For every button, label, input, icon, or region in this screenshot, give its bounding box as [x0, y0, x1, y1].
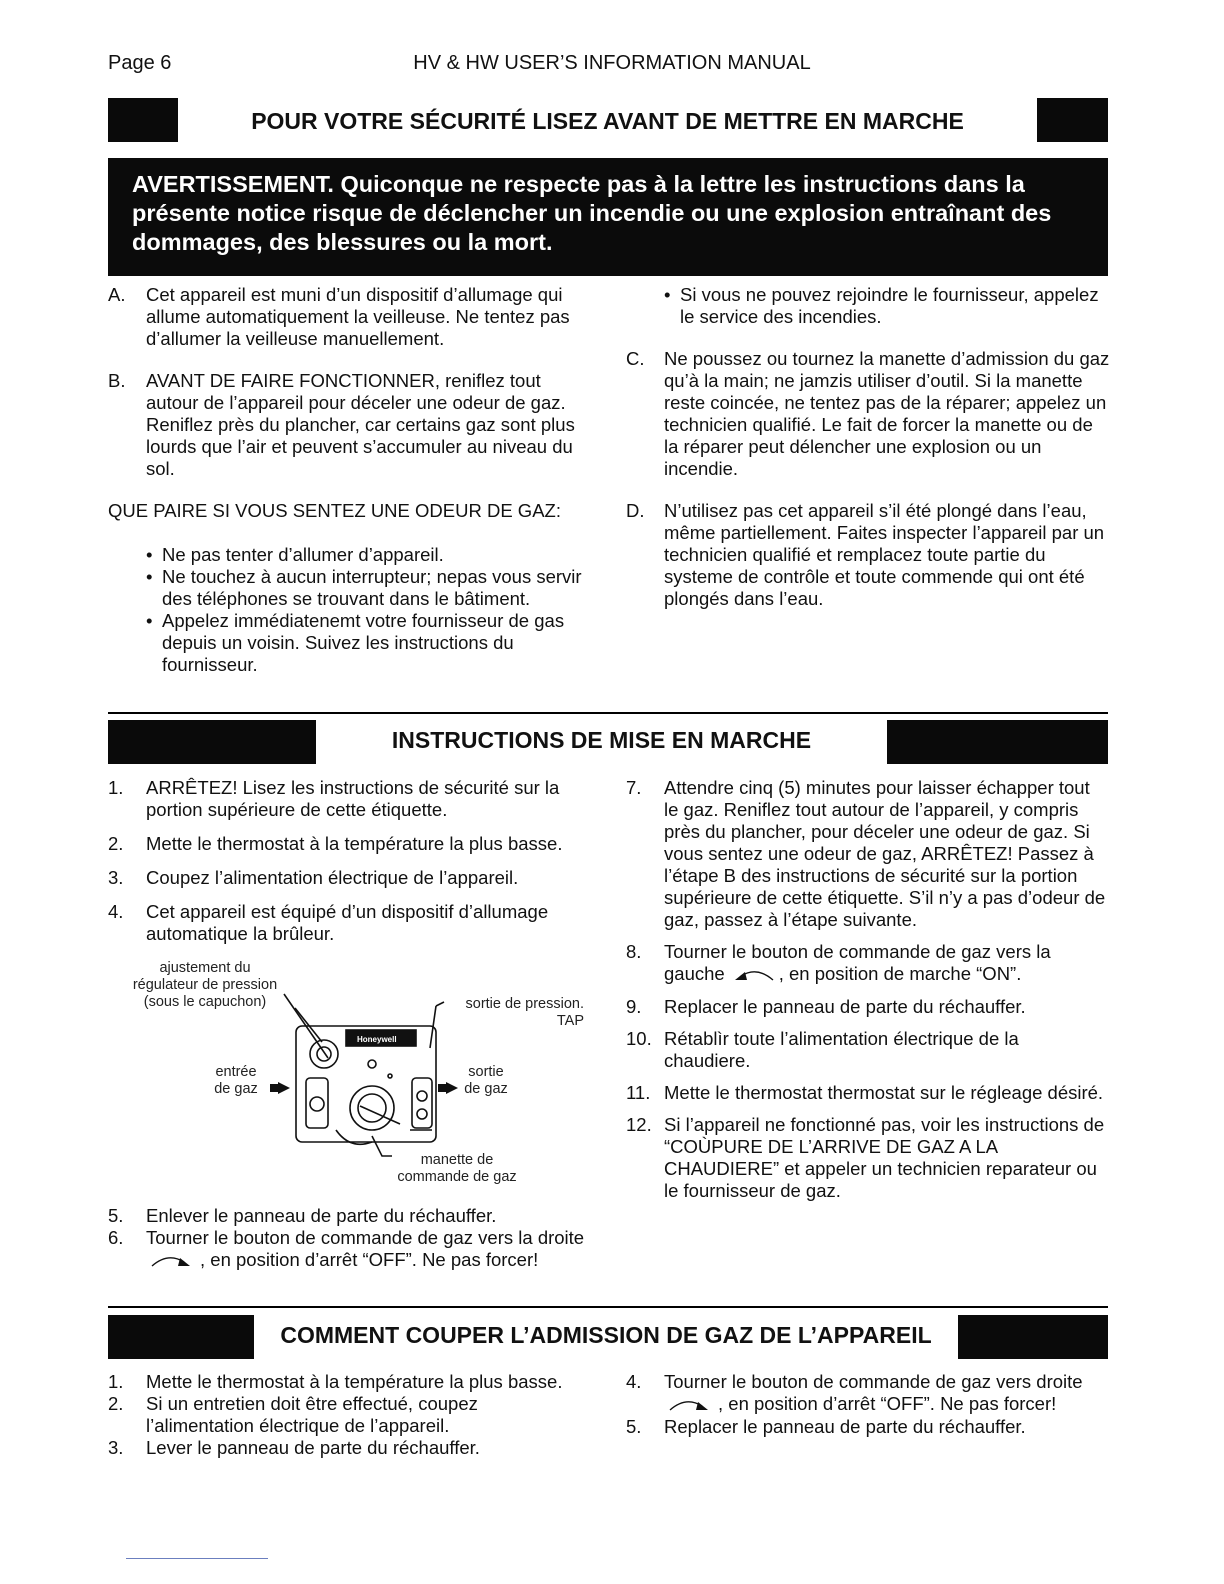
- clockwise-arrow-icon: [150, 1250, 196, 1272]
- footer-line: [126, 1558, 268, 1559]
- clockwise-arrow-icon: [668, 1394, 714, 1416]
- gas-odor-bullets: [108, 544, 590, 676]
- title-block-right: [958, 1315, 1108, 1359]
- bullet-item: • Ne touchez à aucun interrupteur; nepas vous servir des téléphones se trouvant dans le bâtiment.: [146, 566, 582, 609]
- gas-valve-drawing: [110, 958, 590, 1194]
- startup-left-column: [108, 777, 590, 945]
- step-item: 6. Tourner le bouton de commande de gaz vers la droite, en position d’arrêt “OFF”. Ne pas forcer!: [108, 1227, 585, 1270]
- step-item: 3. Coupez l’alimentation électrique de l’appareil.: [108, 867, 519, 888]
- shutoff-left-column: [108, 1371, 590, 1459]
- step-item: 5. Replacer le panneau de parte du réchauffer.: [626, 1416, 1026, 1437]
- gas-valve-diagram: [110, 958, 590, 1194]
- bullet-item: • Ne pas tenter d’allumer d’appareil.: [146, 544, 444, 565]
- step-item: 5. Enlever le panneau de parte du réchauffer.: [108, 1205, 497, 1226]
- shutoff-title: COMMENT COUPER L’ADMISSION DE GAZ DE L’APPAREIL: [280, 1322, 932, 1348]
- section-divider: [108, 1306, 1108, 1308]
- item-text: N’utilisez pas cet appareil s’il été plongé dans l’eau, même partiellement. Faites inspecter l’appareil par un technicien qualifié et remplacez toute partie du systeme de contrôle et toute commende qui ont été plongés dans l’eau.: [664, 500, 1105, 609]
- title-block-left: [108, 1315, 254, 1359]
- manual-title: HV & HW USER’S INFORMATION MANUAL: [413, 52, 811, 74]
- step-item: 8. Tourner le bouton de commande de gaz vers la gauche , en position de marche “ON”.: [626, 941, 1051, 984]
- title-block-left: [108, 720, 316, 764]
- item-text: AVANT DE FAIRE FONCTIONNER, reniflez tout autour de l’appareil pour déceler une odeur de gaz. Reniflez près du plancher, car certains gaz sont plus lourds que l’air et peuvent s’accumuler au niveau du sol.: [146, 370, 575, 479]
- step-item: 4. Tourner le bouton de commande de gaz vers droite, en position d’arrêt “OFF”. Ne pas forcer!: [626, 1371, 1083, 1414]
- counterclockwise-arrow-icon: [729, 964, 775, 986]
- item-marker: D.: [626, 500, 645, 521]
- bullet-item: • Appelez immédiatenemt votre fournisseur de gas depuis un voisin. Suivez les instructions du fournisseur.: [146, 610, 565, 675]
- step-item: 3. Lever le panneau de parte du réchauffer.: [108, 1437, 480, 1458]
- label-outlet: sortie de gaz: [464, 1064, 508, 1097]
- safety-item-a: [108, 284, 590, 350]
- step-item: 1. Mette le thermostat à la température la plus basse.: [108, 1371, 563, 1392]
- title-block-right: [887, 720, 1108, 764]
- label-inlet: entrée de gaz: [214, 1064, 258, 1097]
- step-item: 9. Replacer le panneau de parte du réchauffer.: [626, 996, 1026, 1017]
- section-divider: [108, 712, 1108, 714]
- item-text: Ne poussez ou tournez la manette d’admission du gaz qu’à la main; ne jamzis utiliser d’outil. Si la manette reste coincée, ne tentez pas de la réparer; appelez un technicien qualifié. Le fait de forcer la manette ou de la réparer peut délencher une explosion ou un incendie.: [664, 348, 1110, 479]
- step-item: 12. Si l’appareil ne fonctionné pas, voir les instructions de “COÙPURE DE L’ARRIVE DE GAZ A LA CHAUDIERE” et appeler un technicien reparateur ou le fournisseur de gaz.: [626, 1114, 1105, 1201]
- warning-banner: AVERTISSEMENT. Quiconque ne respecte pas à la lettre les instructions dans la présente notice risque de déclencher un incendie ou une explosion entraînant des dommages, des blessures ou la mort.: [108, 158, 1108, 276]
- title-block-right: [1037, 98, 1108, 142]
- step-item: 2. Si un entretien doit être effectué, coupez l’alimentation électrique de l’appareil.: [108, 1393, 478, 1436]
- safety-title: POUR VOTRE SÉCURITÉ LISEZ AVANT DE METTRE EN MARCHE: [251, 108, 964, 134]
- page-number: Page 6: [108, 52, 172, 74]
- step-item: 2. Mette le thermostat à la température la plus basse.: [108, 833, 563, 854]
- label-knob: manette de commande de gaz: [397, 1152, 517, 1185]
- startup-left-column-lower: [108, 1205, 590, 1272]
- step-item: 11. Mette le thermostat thermostat sur le régleage désiré.: [626, 1082, 1104, 1103]
- label-regulator: ajustement du régulateur de pression (sous le capuchon): [132, 960, 278, 1010]
- safety-left-column: [108, 284, 590, 676]
- title-block-left: [108, 98, 178, 142]
- label-outlet-tap: sortie de pression. TAP: [465, 996, 584, 1029]
- step-item: 1. ARRÊTEZ! Lisez les instructions de sécurité sur la portion supérieure de cette étiquette.: [108, 777, 560, 820]
- startup-right-column: [626, 777, 1108, 1202]
- safety-item-c: [626, 348, 1110, 480]
- shutoff-right-column: [626, 1371, 1108, 1438]
- item-marker: B.: [108, 370, 126, 391]
- bullet-item: • Si vous ne pouvez rejoindre le fournisseur, appelez le service des incendies.: [664, 284, 1099, 327]
- step-item: 7. Attendre cinq (5) minutes pour laisser échapper tout le gaz. Reniflez tout autour de l’appareil, y compris près du plancher, pour déceler une odeur de gaz. Si vous sentez une odeur de gaz, ARRÊTEZ! Passez à l’étape B des instructions de sécurité sur la portion supérieure de cette étiquette. S’il n’y a pas d’odeur de gaz, passez à l’étape suivante.: [626, 777, 1106, 930]
- gas-odor-heading: QUE PAIRE SI VOUS SENTEZ UNE ODEUR DE GAZ:: [108, 500, 561, 521]
- item-marker: A.: [108, 284, 126, 305]
- item-text: Cet appareil est muni d’un dispositif d’allumage qui allume automatiquement la veilleuse. Ne tentez pas d’allumer la veilleuse manuellement.: [146, 284, 570, 349]
- safety-item-d: [626, 500, 1110, 610]
- safety-right-column: [626, 284, 1110, 610]
- safety-item-b: [108, 370, 590, 480]
- step-item: 4. Cet appareil est équipé d’un dispositif d’allumage automatique la brûleur.: [108, 901, 549, 944]
- item-marker: C.: [626, 348, 645, 369]
- brand-label: Honeywell: [357, 1035, 397, 1044]
- step-item: 10. Rétablìr toute l’alimentation électrique de la chaudiere.: [626, 1028, 1019, 1071]
- startup-title: INSTRUCTIONS DE MISE EN MARCHE: [391, 727, 812, 753]
